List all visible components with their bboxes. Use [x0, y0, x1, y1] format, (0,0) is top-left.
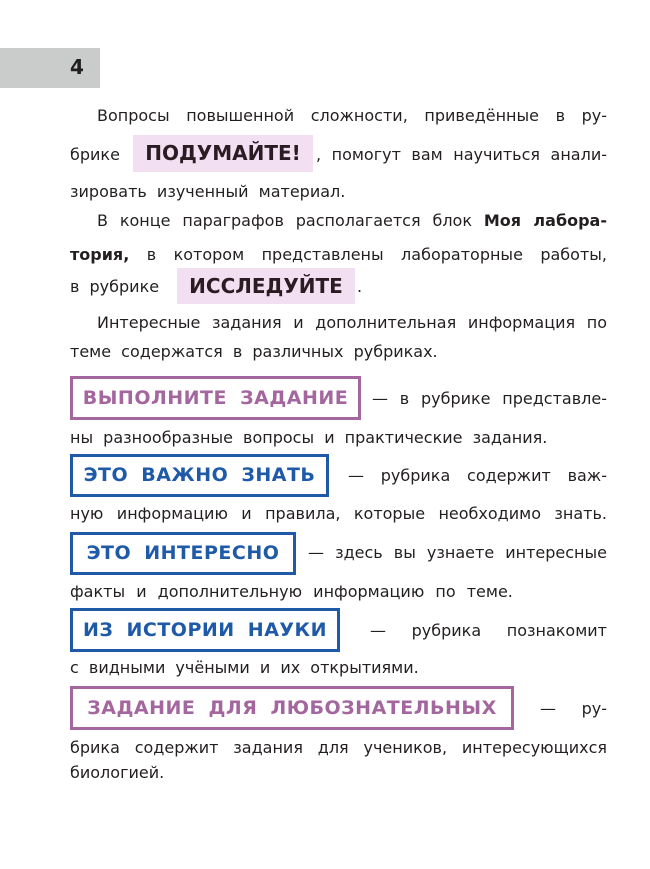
text-line: , помогут вам научиться анали-: [316, 145, 607, 164]
rubric-interesting: ЭТО ИНТЕРЕСНО: [70, 532, 296, 575]
text-line: — ру-: [540, 699, 607, 718]
text-line: .: [357, 277, 363, 296]
text-line: с видными учёными и их открытиями.: [70, 658, 419, 677]
text-line: Интересные задания и дополнительная информация по: [97, 313, 607, 332]
rubric-curious: ЗАДАНИЕ ДЛЯ ЛЮБОЗНАТЕЛЬНЫХ: [70, 686, 514, 730]
text-line: [70, 244, 607, 266]
text-line: [97, 210, 607, 232]
rubric-badge-think: ПОДУМАЙТЕ!: [133, 135, 313, 172]
bold-text: тория,: [70, 245, 130, 264]
rubric-important: ЭТО ВАЖНО ЗНАТЬ: [70, 454, 329, 497]
text-line: факты и дополнительную информацию по теме.: [70, 582, 513, 601]
rubric-badge-investigate: ИССЛЕДУЙТЕ: [177, 268, 355, 304]
text-line: биологией.: [70, 763, 165, 782]
text-line: зировать изученный материал.: [70, 182, 346, 201]
text-line: — здесь вы узнаете интересные: [308, 543, 607, 562]
text-line: Вопросы повышенной сложности, приведённые в ру-: [97, 106, 607, 125]
rubric-do-task: ВЫПОЛНИТЕ ЗАДАНИЕ: [70, 376, 361, 420]
text-line: брике: [70, 145, 120, 164]
text: в котором представлены лабораторные работы,: [129, 245, 607, 264]
page-number-tab: [0, 48, 100, 88]
page-number: 4: [70, 55, 84, 79]
text-line: — рубрика познакомит: [370, 621, 607, 640]
text-line: брика содержит задания для учеников, интересующихся: [70, 738, 607, 757]
text-line: — в рубрике представле-: [372, 389, 607, 408]
text-line: — рубрика содержит важ-: [348, 466, 607, 485]
text-line: в рубрике: [70, 277, 160, 296]
text-line: ны разнообразные вопросы и практические задания.: [70, 428, 548, 447]
text-line: теме содержатся в различных рубриках.: [70, 342, 438, 361]
bold-text: Моя лабора-: [483, 211, 607, 230]
text: В конце параграфов располагается блок: [97, 211, 484, 230]
text-line: ную информацию и правила, которые необходимо знать.: [70, 504, 607, 523]
rubric-history: ИЗ ИСТОРИИ НАУКИ: [70, 608, 340, 652]
